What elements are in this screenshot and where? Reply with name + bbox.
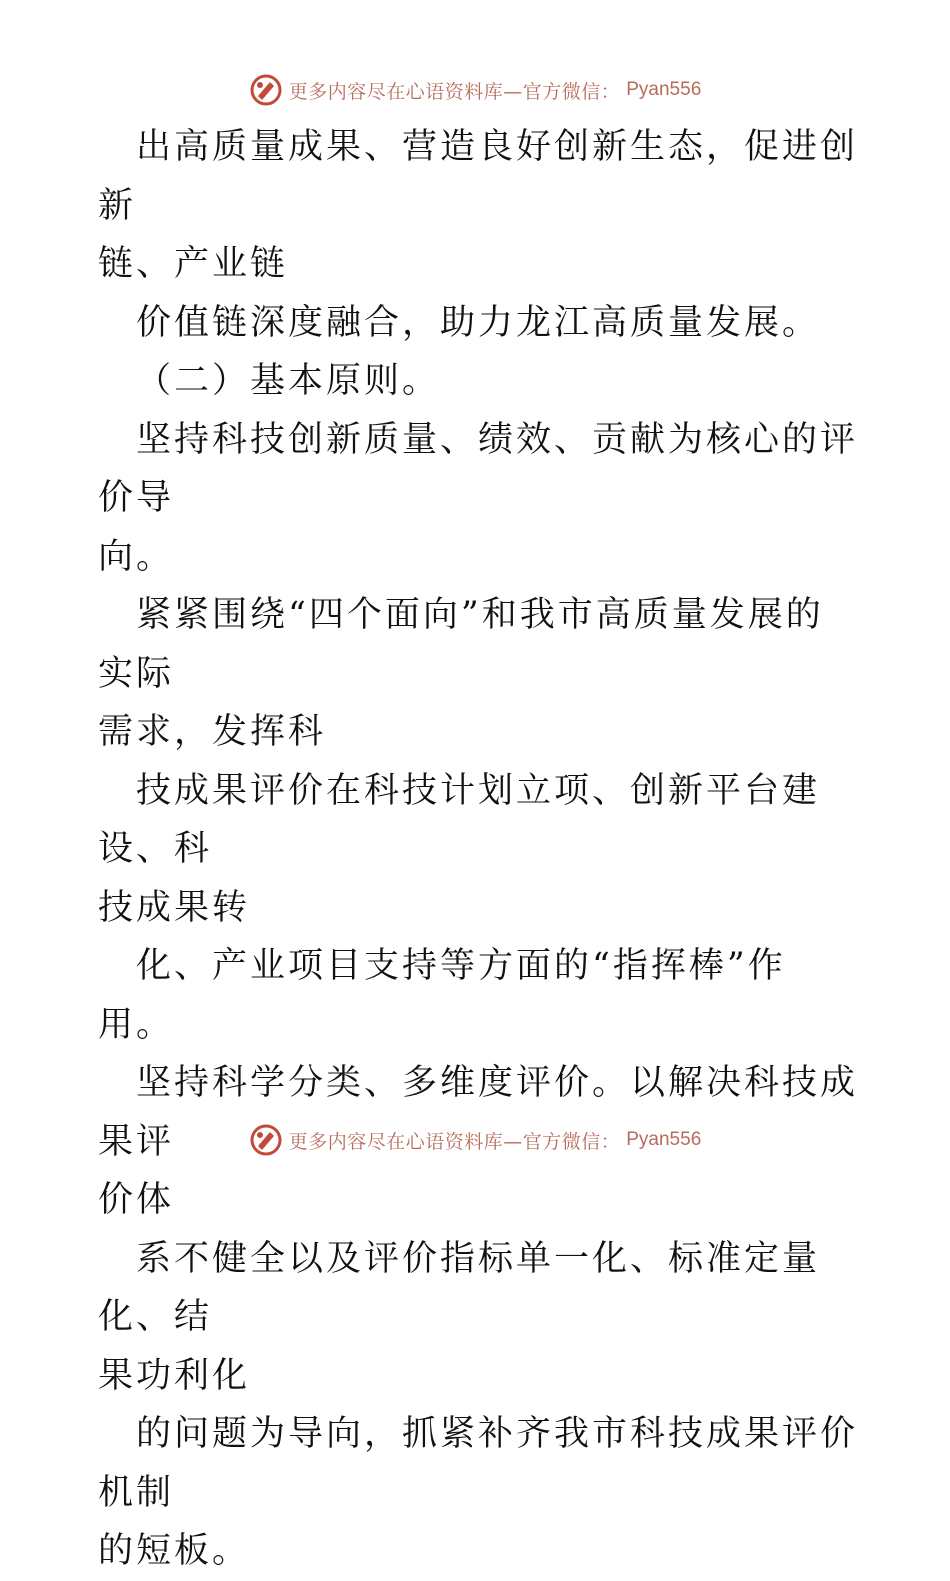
text-line: 技成果评价在科技计划立项、创新平台建设、科 — [98, 770, 821, 869]
header-watermark — [0, 70, 950, 110]
text-line: 的短板。 — [98, 1531, 251, 1571]
text-line: 需求，发挥科 — [98, 712, 327, 752]
text-line: （二）基本原则。 — [136, 361, 441, 401]
text-line: 价值链深度融合，助力龙江高质量发展。 — [136, 302, 821, 343]
text-line: 的问题为导向，抓紧补齐我市科技成果评价机制 — [98, 1414, 859, 1513]
paragraph — [98, 762, 858, 938]
watermark-contact: Pyan556 — [626, 1129, 702, 1150]
text-line: 链、产业链 — [98, 244, 289, 284]
text-line: 果功利化 — [98, 1355, 251, 1396]
text-line: 技成果转 — [98, 887, 251, 928]
document-body — [98, 118, 858, 1581]
text-line: 价体 — [98, 1180, 175, 1220]
paragraph — [98, 1405, 858, 1581]
watermark-text: 更多内容尽在心语资料库—官方微信： — [288, 1130, 621, 1153]
footer-watermark — [0, 1120, 950, 1160]
paragraph — [98, 118, 858, 294]
text-line: 系不健全以及评价指标单一化、标准定量化、结 — [98, 1238, 821, 1337]
paragraph — [98, 937, 858, 1054]
text-line: 化、产业项目支持等方面的“指挥棒”作用。 — [98, 946, 786, 1045]
text-line: 紧紧围绕“四个面向”和我市高质量发展的实际 — [98, 595, 824, 694]
logo-icon — [249, 1123, 283, 1157]
paragraph — [98, 1230, 858, 1406]
paragraph — [98, 586, 858, 762]
text-line: 坚持科学分类、多维度评价。以解决科技成果评 — [98, 1063, 859, 1162]
text-line: 坚持科技创新质量、绩效、贡献为核心的评价导 — [98, 419, 859, 518]
text-line: 出高质量成果、营造良好创新生态，促进创新 — [98, 127, 859, 226]
section-heading — [98, 352, 858, 411]
paragraph — [98, 294, 858, 353]
text-line: 向。 — [98, 536, 175, 577]
logo-icon — [249, 73, 283, 107]
watermark-contact: Pyan556 — [626, 79, 702, 100]
paragraph — [98, 411, 858, 587]
watermark-text: 更多内容尽在心语资料库—官方微信： — [288, 80, 621, 103]
